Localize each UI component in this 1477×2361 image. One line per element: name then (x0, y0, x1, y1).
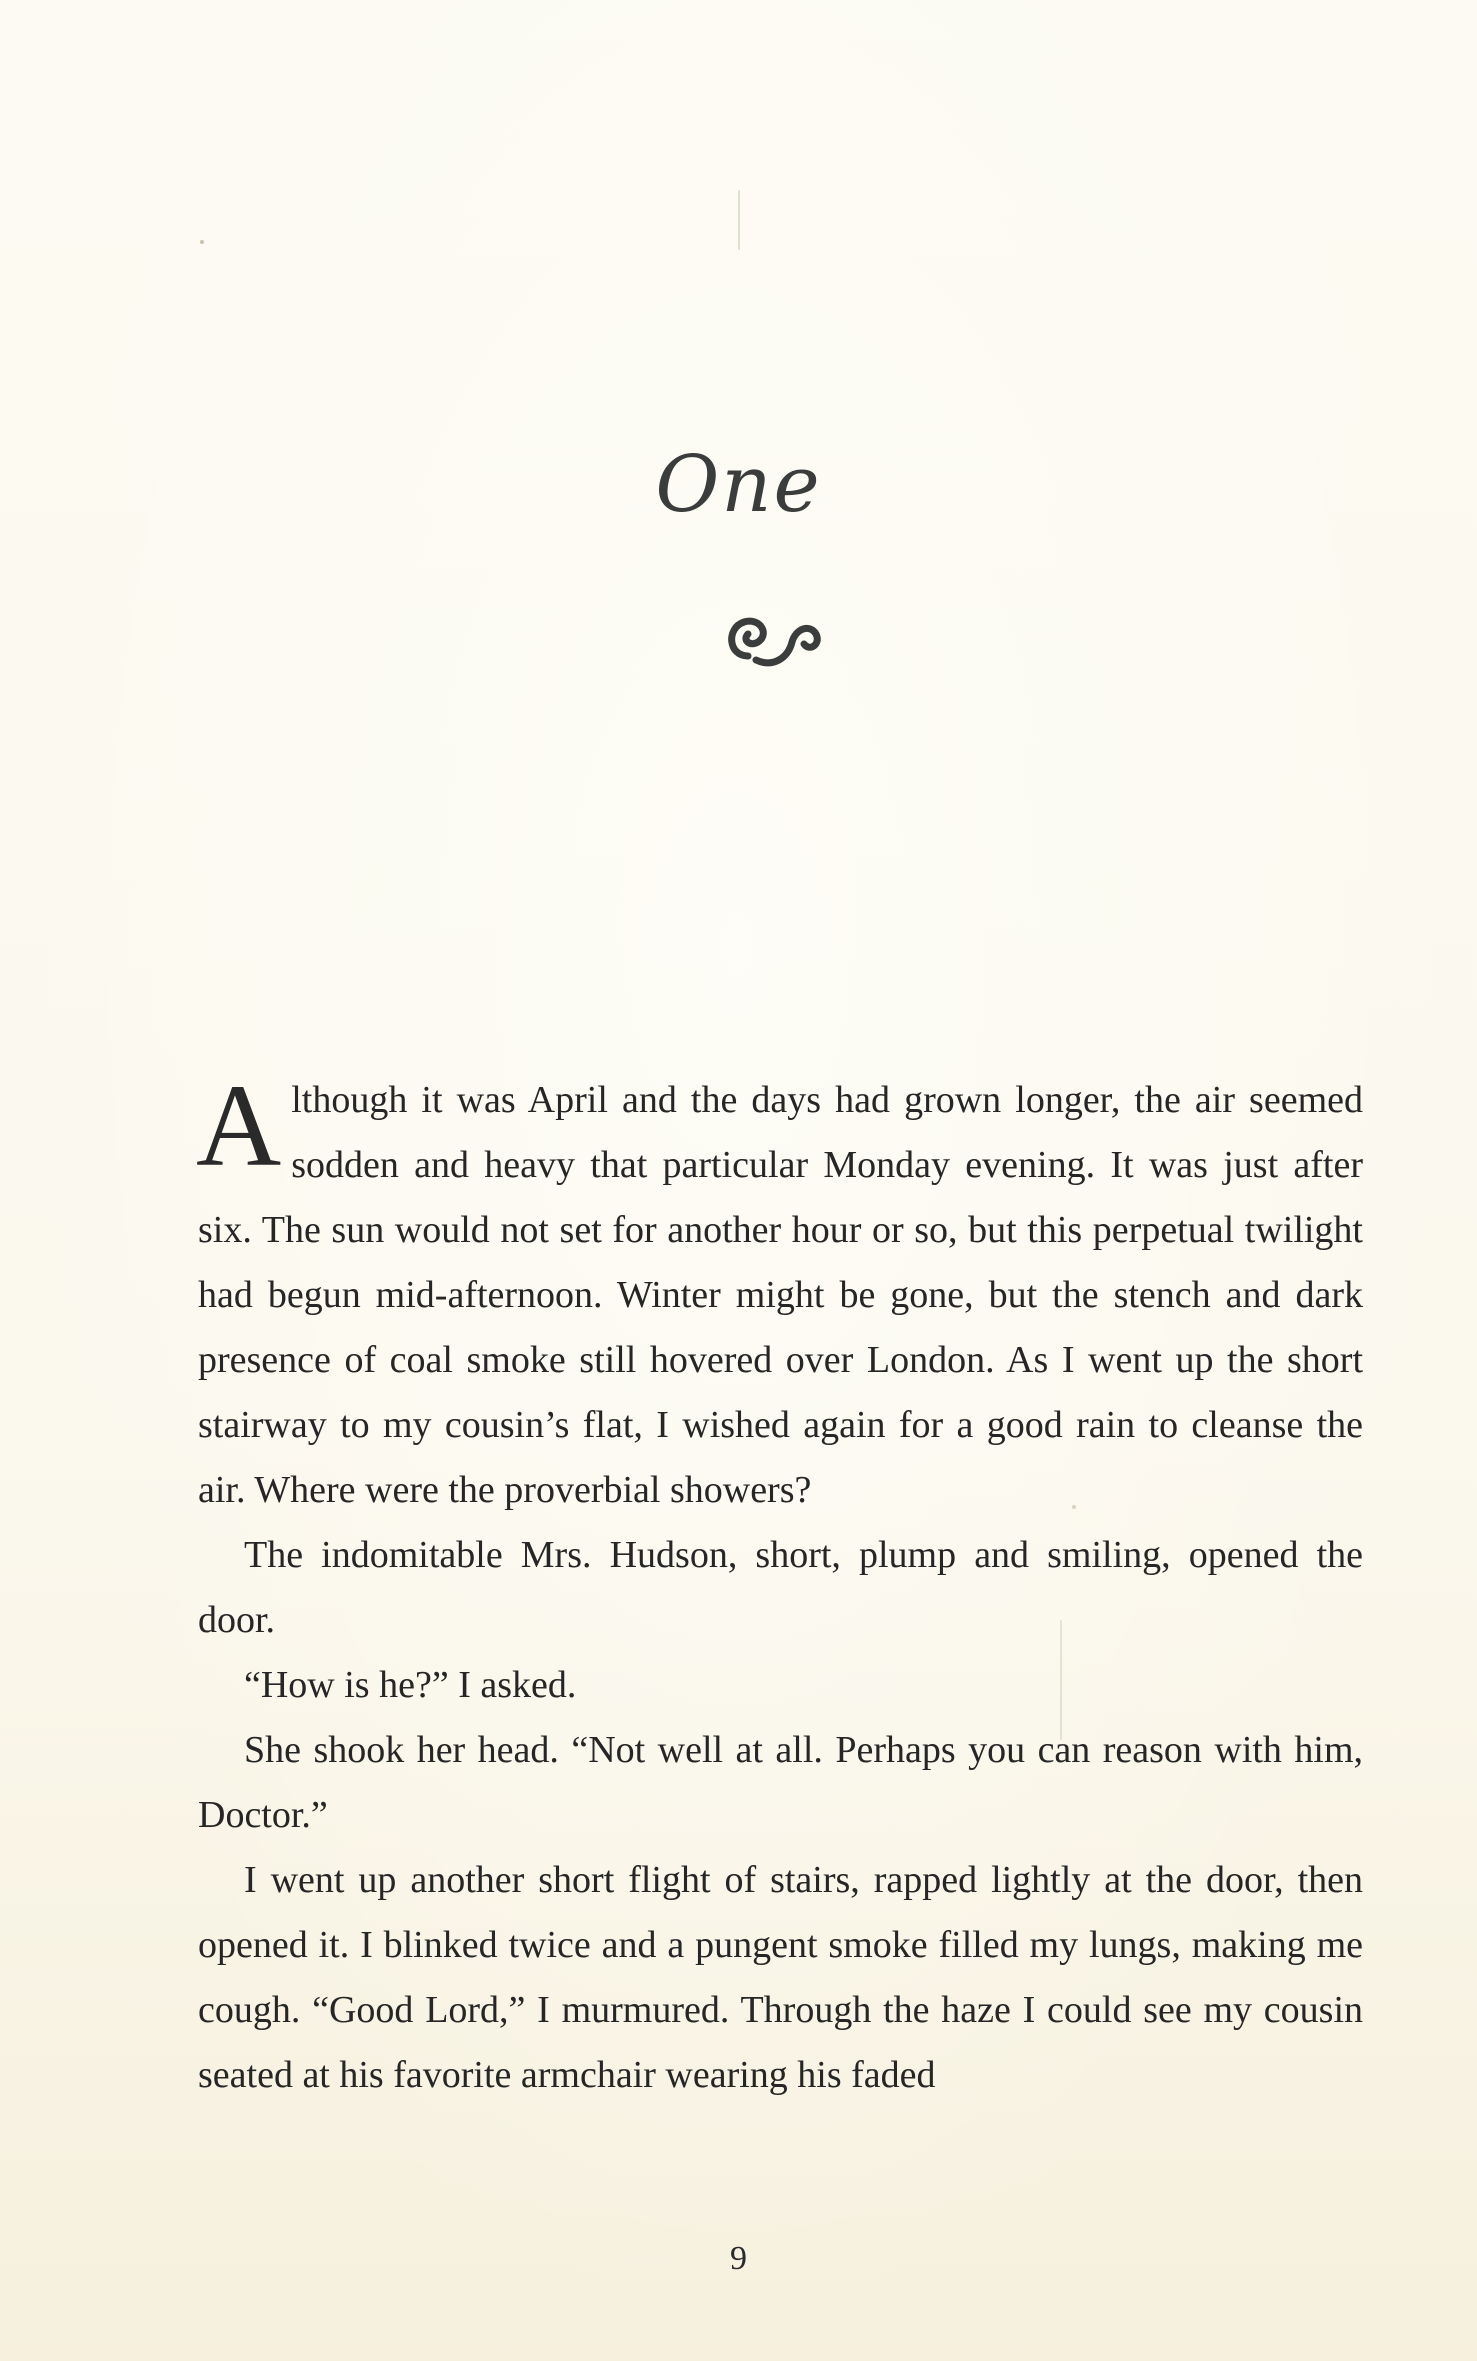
chapter-heading: One (655, 440, 822, 530)
paragraph (196, 1060, 1363, 1523)
paragraph: “How is he?” I asked. (244, 1664, 577, 1706)
chapter-body-text (196, 1060, 1363, 2108)
page-number: 9 (730, 2240, 747, 2277)
paragraph: She shook her head. “Not well at all. Perhaps you can reason with him, Doctor.” (198, 1729, 1363, 1836)
paragraph: The indomitable Mrs. Hudson, short, plump and smiling, opened the door. (198, 1534, 1363, 1641)
paper-speck (738, 190, 740, 250)
paragraph: I went up another short flight of stairs, rapped lightly at the door, then opened it. I blinked twice and a pungent smoke filled my lungs, making me cough. “Good Lord,” I murmured. Through the haze I could see my cousin seated at his favorite armchair wearing his faded (198, 1859, 1363, 2096)
swirl-ornament-icon (718, 598, 828, 678)
paragraph-text: lthough it was April and the days had grown longer, the air seemed sodden and heavy that particular Monday evening. It was just after six. The sun would not set for another hour or so, but this perpetual twilight had begun mid-afternoon. Winter might be gone, but the stench and dark presence of coal smoke still hovered over London. As I went up the short stairway to my cousin’s flat, I wished again for a good rain to cleanse the air. Where were the proverbial showers? (198, 1079, 1363, 1511)
paper-speck (200, 240, 204, 244)
drop-cap: A (196, 1060, 282, 1191)
